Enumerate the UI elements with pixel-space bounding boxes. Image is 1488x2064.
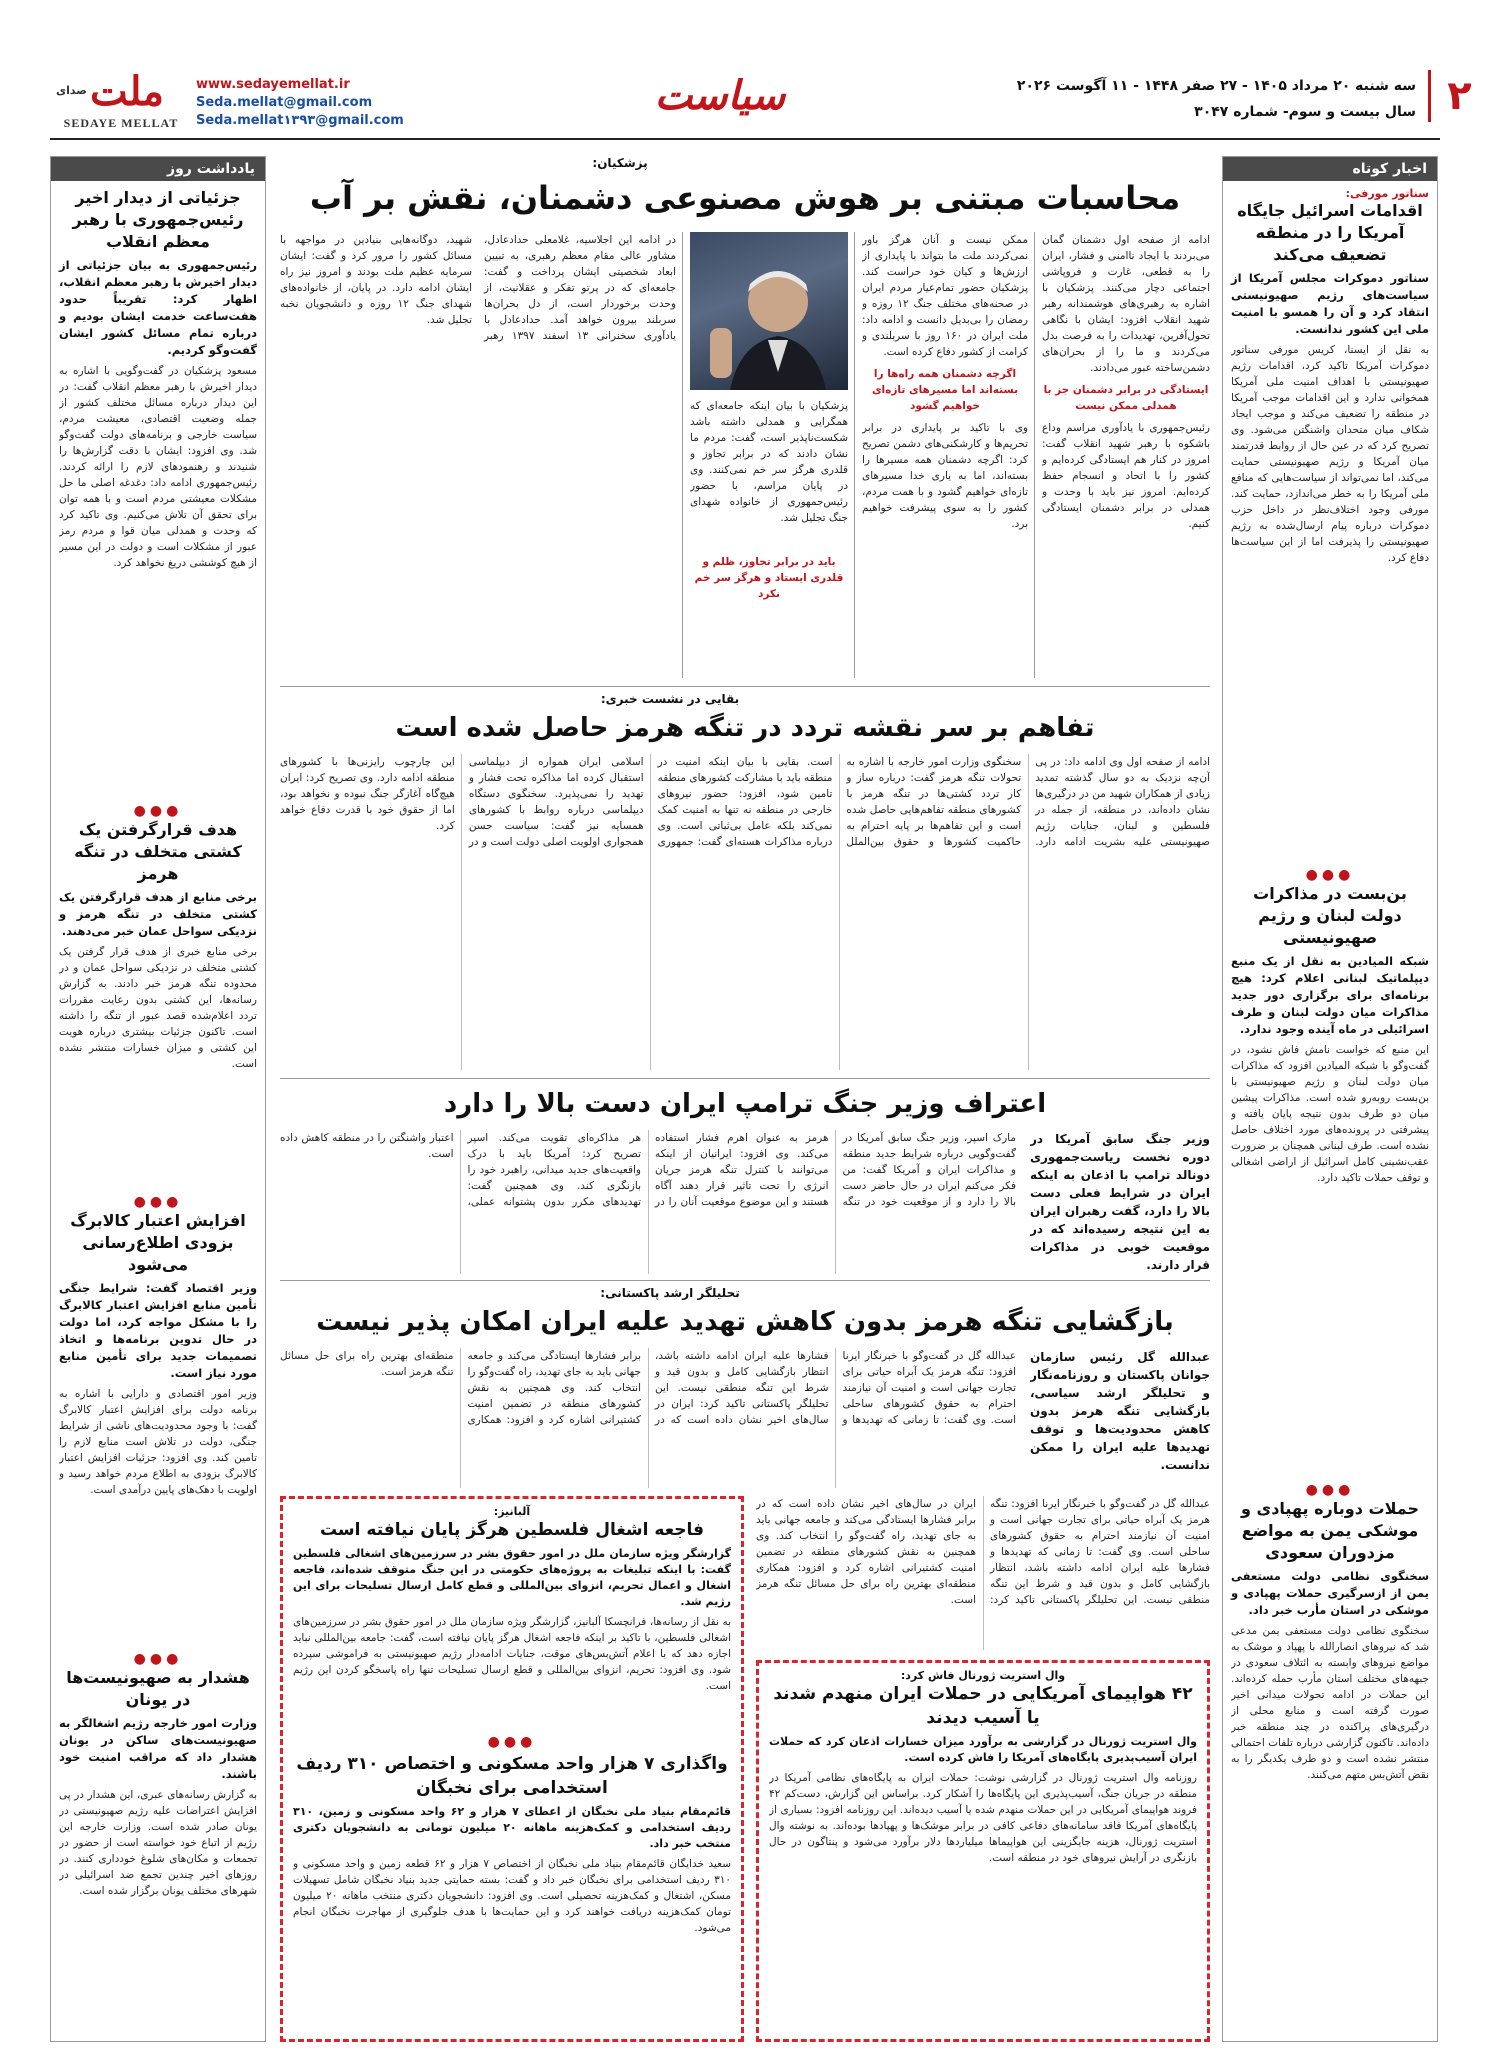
email-link-1[interactable]: Seda.mellat@gmail.com (196, 95, 373, 110)
article3-lead: وزیر جنگ سابق آمریکا در دوره نخست ریاست‌جمهوری دونالد ترامپ با اذعان به اینکه ایران در شرایط فعلی دست بالا را دارد، گفت رهبران ایران به این نتیجه رسیده‌اند که در موقعیت خوبی در مذاکرات قرار دارند. (1030, 1132, 1210, 1272)
separator-dots: ●●● (487, 1734, 537, 1750)
box-wsj-title: ۴۲ هواپیمای آمریکایی در حملات ایران منهدم شدند یا آسیب دیدند (773, 1684, 1193, 1728)
main-body-1: ادامه از صفحه اول دشمنان گمان می‌بردند با ایجاد ناامنی و فشار، ایران را به قطعی، غارت و فروپاشی اجتماعی دچار می‌کنند. پزشکیان با اشاره به رهبری‌های هوشمندانه رهبر شهید انقلاب افزود: ایشان با نگاهی تحول‌آفرین، تهدیدات را به فرصت بدل می‌کردند و ما را از بحران‌های دشمن‌ساخته عبور می‌دادند. (1042, 234, 1210, 374)
article2-title: تفاهم بر سر نقشه تردد در تنگه هرمز حاصل شده است (395, 713, 1095, 743)
column-divider (854, 232, 855, 678)
main-highlight-1: ایستادگی در برابر دشمنان جز با همدلی ممکن نیست (1043, 384, 1209, 412)
rc-news3-title: حملات دوباره پهپادی و موشکی یمن به مواضع مزدوران سعودی (1241, 1499, 1419, 1562)
main-article-title: محاسبات مبتنی بر هوش مصنوعی دشمنان، نقش بر آب (309, 179, 1181, 217)
rc-news1-kicker: سناتور مورفی: (1345, 187, 1429, 200)
main-body-4: وی با تاکید بر پایداری در برابر تحریم‌ها و کارشکنی‌های دشمن تصریح کرد: اگرچه دشمنان همه مسیرها را بسته‌اند، اما به یاری خدا مسیرهای تازه‌ای خواهیم گشود و با همت مردم، کشور را به سوی پیشرفت خواهیم برد. (862, 422, 1028, 530)
lc-news3-lead: وزارت امور خارجه رژیم اشغالگر به صهیونیست‌های ساکن در یونان هشدار داد که مراقب امنیت خود باشند. (59, 1716, 257, 1781)
main-article-kicker: پزشکیان: (592, 156, 648, 170)
rc-news2-body: این منبع که خواست نامش فاش نشود، در گفت‌وگو با شبکه المیادین افزود که مذاکرات میان دولت لبنان و رژیم صهیونیستی با بن‌بست روبه‌رو شده است. مذاکرات پیشین میان دو طرف بدون نتیجه پایان یافته و پیشرفتی در پرونده‌های مورد اختلاف حاصل نشده است. طرف لبنانی همچنان بر ضرورت عقب‌نشینی کامل اسرائیل از اراضی اشغالی و توقف حملات تاکید دارد. (1231, 1044, 1429, 1184)
box-albanese (280, 1496, 744, 2042)
article4-body-cont: عبدالله گل در گفت‌وگو با خبرنگار ایرنا افزود: تنگه هرمز یک آبراه حیاتی برای تجارت جهانی است و امنیت آن نیازمند احترام به حقوق کشورهای ساحلی است. وی گفت: تا زمانی که تهدیدها و فشارها علیه ایران ادامه داشته باشد، انتظار بازگشایی کامل و بدون قید و شرط این تنگه منطقی نیست. این تحلیلگر پاکستانی تاکید کرد: ایران در سال‌های اخیر نشان داده است که در برابر فشارها ایستادگی می‌کند و جامعه جهانی باید به جای تهدید، راه گفت‌وگو را انتخاب کند. وی همچنین به نقش کشورهای منطقه در تضمین امنیت کشتیرانی اشاره کرد و افزود: همکاری منطقه‌ای بهترین راه برای حل مسائل تنگه هرمز است. (756, 1498, 1210, 1606)
main-highlight-2: اگرچه دشمنان همه راه‌ها را بسته‌اند اما مسیرهای تازه‌ای خواهیم گشود (871, 368, 1019, 412)
president-photo (690, 232, 848, 390)
lc-news1-title: هدف قرارگرفتن یک کشتی متخلف در تنگه هرمز (74, 820, 242, 883)
separator-dots: ●●● (1305, 1482, 1355, 1498)
section-rule (280, 686, 1210, 687)
main-highlight-3: باید در برابر تجاوز، ظلم و قلدری ایستاد و هرگز سر خم نکرد (694, 556, 844, 600)
date-line: سه شنبه ۲۰ مرداد ۱۴۰۵ - ۲۷ صفر ۱۴۴۸ - ۱۱ آگوست ۲۰۲۶ (1016, 78, 1416, 94)
separator-dots: ●●● (133, 1194, 183, 1210)
article3-body: مارک اسپر، وزیر جنگ سابق آمریکا در گفت‌وگویی درباره شرایط جدید منطقه و مذاکرات ایران و آمریکا گفت: من فکر می‌کنم ایران در حال حاضر دست بالا را دارد و از موقعیت خود در تنگه هرمز به عنوان اهرم فشار استفاده می‌کند. وی افزود: ایرانیان از اینکه می‌توانند با کنترل تنگه هرمز جریان انرژی را تحت تاثیر قرار دهند آگاه هستند و این موضوع موقعیت آنان را در هر مذاکره‌ای تقویت می‌کند. اسپر تصریح کرد: آمریکا باید با درک واقعیت‌های جدید میدانی، راهبرد خود را بازنگری کند. وی همچنین گفت: تهدیدهای مکرر بدون پشتوانه عملی، اعتبار واشنگتن را در منطقه کاهش داده است. (280, 1132, 1016, 1208)
box-albanese-lead: گزارشگر ویژه سازمان ملل در امور حقوق بشر در سرزمین‌های اشغالی فلسطین گفت: با اینکه تبلیغات به پروژه‌های حکومتی در این جنگ متوقف شده‌اند، فاجعه اشغال و اعمال تحریم، انزوای بین‌المللی و قطع کامل ارسال تسلیحات برای این رژیم شد. (293, 1547, 731, 1608)
article4-body: عبدالله گل در گفت‌وگو با خبرنگار ایرنا افزود: تنگه هرمز یک آبراه حیاتی برای تجارت جهانی است و امنیت آن نیازمند احترام به حقوق کشورهای ساحلی است. وی گفت: تا زمانی که تهدیدها و فشارها علیه ایران ادامه داشته باشد، انتظار بازگشایی کامل و بدون قید و شرط این تنگه منطقی نیست. این تحلیلگر پاکستانی تاکید کرد: ایران در سال‌های اخیر نشان داده است که در برابر فشارها ایستادگی می‌کند و جامعه جهانی باید به جای تهدید، راه گفت‌وگو را انتخاب کند. وی همچنین به نقش کشورهای منطقه در تضمین امنیت کشتیرانی اشاره کرد و افزود: همکاری منطقه‌ای بهترین راه برای حل مسائل تنگه هرمز است. (280, 1350, 1016, 1426)
main-body-col-1 (1042, 232, 1210, 678)
logo-latin-text: SEDAYE MELLAT (63, 116, 179, 130)
box-elites-title: واگذاری ۷ هزار واحد مسکونی و اختصاص ۳۱۰ ردیف استخدامی برای نخبگان (296, 1754, 728, 1798)
lc-news1-lead: برخی منابع از هدف قرارگرفتن یک کشتی متخلف در تنگه هرمز و نزدیکی سواحل عمان خبر می‌دهند. (59, 890, 257, 938)
main-body-3: ممکن نیست و آنان هرگز باور نمی‌کردند ملت ما بتواند با پایداری از ارزش‌ها و کیان خود حراست کند. پزشکیان حضور تمام‌عیار مردم ایران در صحنه‌های مختلف جنگ ۱۲ روزه و رمضان را بی‌بدیل دانست و ادامه داد: ملت ایران در ۱۶۰ روز با سربلندی و کرامت از کشور دفاع کرده است. (862, 234, 1028, 358)
page-number-tab (1428, 70, 1488, 122)
lc-note-lead: رئیس‌جمهوری به بیان جزئیاتی از دیدار اخیرش با رهبر معظم انقلاب، اظهار کرد: تقریباً حدود هفت‌ساعت خدمت ایشان بودیم و درباره تمام مسائل کشور ایشان گفت‌وگو کردیم. (59, 258, 257, 357)
logo-main-text: ملت (90, 68, 164, 115)
box-wsj-kicker: وال استریت ژورنال فاش کرد: (900, 1669, 1066, 1682)
lc-news2-lead: وزیر اقتصاد گفت: شرایط جنگی تأمین منابع افزایش اعتبار کالابرگ را با مشکل مواجه کرد، اما دولت در حال تدوین برنامه‌ها و اتخاذ تصمیمات جدید برای تأمین منابع مورد نیاز است. (59, 1281, 257, 1380)
main-body-col-3 (690, 398, 848, 678)
column-divider (682, 232, 683, 678)
lc-news2-body: وزیر امور اقتصادی و دارایی با اشاره به برنامه دولت برای افزایش اعتبار کالابرگ گفت: با وجود محدودیت‌های ناشی از شرایط جنگی، دولت در تلاش است منابع لازم را تامین کند. وی افزود: جزئیات افزایش اعتبار کالابرگ بزودی به اطلاع مردم خواهد رسید و اولویت با دهک‌های پایین درآمدی است. (59, 1388, 257, 1496)
section-title: سیاست (654, 72, 786, 119)
main-body-5: پزشکیان با بیان اینکه جامعه‌ای که همگرایی و همدلی داشته باشد شکست‌ناپذیر است، گفت: مردم ما نشان دادند که در برابر تجاوز و قلدری هرگز سر خم نمی‌کنند. وی در پایان مراسم، با حضور رئیس‌جمهوری از خانواده شهدای جنگ تجلیل شد. (690, 400, 848, 524)
box-albanese-title: فاجعه اشغال فلسطین هرگز پایان نیافته است (319, 1520, 705, 1540)
main-body-col-4: در ادامه این اجلاسیه، غلامعلی حدادعادل، مشاور عالی مقام معظم رهبری، به تبیین ابعاد شخصیتی ایشان پرداخت و گفت: جامعه‌ای که در پرتو تفکر و عقلانیت، از وحدت برخوردار است، از دل بحران‌ها سربلند بیرون خواهد آمد. حدادعادل با یادآوری سخنرانی ۱۳ اسفند ۱۳۹۷ رهبر شهید، دوگانه‌هایی بنیادین در مواجهه با مسائل کشور را مرور کرد و گفت: ایشان سرمایه عظیم ملت بودند و امروز نیز راه ایشان ادامه دارد. در پایان، از خانواده‌های شهدای جنگ ۱۲ روزه و دانشجویان نخبه تجلیل شد. (280, 234, 676, 342)
box-wsj (756, 1660, 1210, 2042)
article4-lead: عبدالله گل رئیس سازمان جوانان پاکستان و روزنامه‌نگار و تحلیلگر ارشد سیاسی، بازگشایی تنگه هرمز بدون کاهش محدودیت‌ها و توقف تهدیدها علیه ایران را ممکن ندانست. (1030, 1350, 1210, 1472)
website-link[interactable]: www.sedayemellat.ir (196, 77, 350, 92)
article4-kicker: تحلیلگر ارشد پاکستانی: (600, 1286, 740, 1300)
page-number: ۲ (1447, 73, 1472, 119)
main-body-2: رئیس‌جمهوری با یادآوری مراسم وداع باشکوه با رهبر شهید انقلاب گفت: امروز در کنار هم ایستادگی کرده‌ایم و کشور را با اتحاد و انسجام حفظ کرده‌ایم. امروز نیز باید با وحدت و همدلی در برابر دشمنان ایستادگی کنیم. (1042, 422, 1210, 530)
rc-news2-lead: شبکه المیادین به نقل از یک منبع دیپلماتیک لبنانی اعلام کرد: هیچ برنامه‌ای برای برگزاری دور جدید مذاکرات میان دولت لبنان و طرف اسرائیلی در ماه آینده وجود ندارد. (1231, 954, 1429, 1036)
logo-small-text: صدای (56, 84, 87, 97)
right-column (1222, 156, 1438, 2042)
article2-kicker: بقایی در نشست خبری: (600, 692, 740, 706)
rc-news1-title: اقدامات اسرائیل جایگاه آمریکا را در منطقه تضعیف می‌کند (1237, 201, 1423, 264)
box-albanese-kicker: آلبانیز: (493, 1505, 531, 1518)
rc-news1-lead: سناتور دموکرات مجلس آمریکا از سیاست‌های رژیم صهیونیستی انتقاد کرد و آن را همسو با امنیت ملی این کشور ندانست. (1231, 271, 1429, 336)
rc-news2-title: بن‌بست در مذاکرات دولت لبنان و رژیم صهیونیستی (1253, 884, 1407, 947)
contact-block (196, 76, 436, 130)
rc-news3-lead: سخنگوی نظامی دولت مستعفی یمن از ازسرگیری حملات پهپادی و موشکی در استان مأرب خبر داد. (1231, 1569, 1429, 1617)
issue-line: سال بیست و سوم- شماره ۳۰۴۷ (1194, 104, 1416, 120)
short-news-heading: اخبار کوتاه (1223, 157, 1437, 181)
box-albanese-body: به نقل از رسانه‌ها، فرانچسکا آلبانیز، گزارشگر ویژه سازمان ملل در امور حقوق بشر در سرزمین‌های اشغالی فلسطین، با تاکید بر اینکه فاجعه اشغال هرگز پایان نیافته است، گفت: جامعه بین‌المللی نباید اجازه دهد که با اعلام آتش‌بس‌های موقت، جنایات ادامه‌دار رژیم صهیونیستی به فراموشی سپرده شود. وی افزود: تحریم، انزوای بین‌المللی و قطع ارسال تسلیحات تنها راه پاسخگو کردن این رژیم است. (293, 1616, 731, 1692)
lc-news2-title: افزایش اعتبار کالابرگ بزودی اطلاع‌رسانی می‌شود (70, 1211, 246, 1274)
rc-news3-body: سخنگوی نظامی دولت مستعفی یمن مدعی شد که نیروهای انصارالله با پهپاد و موشک به مواضع نیروهای وابسته به ائتلاف سعودی در جبهه‌های مختلف استان مأرب حمله کرده‌اند. این حملات در ادامه تحولات میدانی اخیر صورت گرفته است و منابع محلی از درگیری‌های پراکنده در چند منطقه خبر داده‌اند. تاکنون گزارشی درباره تلفات احتمالی منتشر نشده است و دو طرف یکدیگر را به نقض آتش‌بس متهم می‌کنند. (1231, 1625, 1429, 1781)
lc-note-title: جزئیاتی از دیدار اخیر رئیس‌جمهوری با رهبر معظم انقلاب (72, 188, 244, 251)
box-elites-lead: قائم‌مقام بنیاد ملی نخبگان از اعطای ۷ هزار و ۶۲ واحد مسکونی و زمین، ۳۱۰ ردیف استخدامی و کمک‌هزینه ماهانه ۲۰ میلیون تومانی به دانشجویان دکتری منتخب خبر داد. (293, 1805, 731, 1850)
article3-title: اعتراف وزیر جنگ ترامپ ایران دست بالا را دارد (443, 1089, 1047, 1119)
daily-note-heading: یادداشت روز (51, 157, 265, 181)
separator-dots: ●●● (133, 1651, 183, 1667)
main-body-5-lead (690, 398, 848, 548)
lc-note-body: مسعود پزشکیان در گفت‌وگویی با اشاره به دیدار اخیرش با رهبر معظم انقلاب گفت: در این دیدار درباره مسائل مختلف کشور از جمله وضعیت اقتصادی، معیشت مردم، سیاست خارجی و برنامه‌های دولت گفت‌وگو شد. وی افزود: ایشان با دقت گزارش‌ها را شنیدند و رهنمودهای لازم را ارائه کردند. رئیس‌جمهوری ادامه داد: دغدغه اصلی ما حل مشکلات معیشتی مردم است و با همه توان برای تحقق آن تلاش می‌کنیم. وی تاکید کرد که وحدت و همدلی میان قوا و مردم رمز عبور از مشکلات است و دولت در این مسیر از هیچ کوششی دریغ نخواهد کرد. (59, 365, 257, 569)
lc-news3-title: هشدار به صهیونیست‌ها در یونان (66, 1668, 250, 1709)
separator-dots: ●●● (1305, 867, 1355, 883)
portrait-illustration (690, 232, 848, 390)
left-column (50, 156, 266, 2042)
article4-title: بازگشایی تنگه هرمز بدون کاهش تهدید علیه ایران امکان پذیر نیست (316, 1307, 1174, 1337)
column-divider (1034, 232, 1035, 678)
section-rule (280, 1280, 1210, 1281)
separator-dots: ●●● (133, 803, 183, 819)
box-elites-body: سعید خدایگان قائم‌مقام بنیاد ملی نخبگان از اختصاص ۷ هزار و ۶۲ قطعه زمین و واحد مسکونی و ۳۱۰ ردیف استخدامی برای نخبگان خبر داد و گفت: بسته حمایتی جدید بنیاد نخبگان شامل تسهیلات مسکن، اشتغال و کمک‌هزینه تحصیلی است. وی افزود: دانشجویان دکتری منتخب ماهانه ۲۰ میلیون تومان کمک‌هزینه دریافت خواهند کرد و این حمایت‌ها با هدف جلوگیری از مهاجرت نخبگان انجام می‌شود. (293, 1858, 731, 1934)
main-body-col-2 (862, 232, 1028, 678)
header-rule (50, 138, 1440, 140)
box-wsj-lead: وال استریت ژورنال در گزارشی به برآورد میزان خسارات اذعان کرد که حملات ایران آسیب‌پذیری پایگاه‌های آمریکا را فاش کرده است. (769, 1735, 1197, 1764)
newspaper-logo (52, 68, 190, 134)
box-wsj-body: روزنامه وال استریت ژورنال در گزارشی نوشت: حملات ایران به پایگاه‌های نظامی آمریکا در منطقه در جریان جنگ، آسیب‌پذیری این پایگاه‌ها را آشکار کرد. براساس این گزارش، دست‌کم ۴۲ فروند هواپیمای آمریکایی در این حملات منهدم شده یا آسیب دیده‌اند. این روزنامه افزود: بسیاری از پایگاه‌های آمریکا فاقد سامانه‌های دفاعی کافی در برابر موشک‌ها و پهپادها بوده‌اند. به نوشته وال استریت ژورنال، هزینه جایگزینی این هواپیماها میلیاردها دلار برآورد می‌شود و پنتاگون در حال بازنگری در آرایش نیروهای خود در منطقه است. (769, 1772, 1197, 1864)
lc-news1-body: برخی منابع خبری از هدف قرار گرفتن یک کشتی متخلف در نزدیکی سواحل عمان و در محدوده تنگه هرمز خبر دادند. به گزارش رسانه‌ها، این کشتی بدون رعایت مقررات تردد اعلام‌شده قصد عبور از تنگه را داشته است. تاکنون جزئیات بیشتری درباره هویت این کشتی و میزان خسارات منتشر نشده است. (59, 946, 257, 1070)
email-link-2[interactable]: Seda.mellat۱۳۹۳@gmail.com (196, 113, 404, 128)
article2-body: ادامه از صفحه اول وی ادامه داد: در پی آن‌چه نزدیک به دو سال گذشته تمدید زیادی از همکاران شهید من در درگیری‌ها نشان داده‌اند، در منطقه، از جمله در فلسطین و لبنان، جنایات رژیم صهیونیستی علیه بشریت ادامه دارد. سخنگوی وزارت امور خارجه با اشاره به تحولات تنگه هرمز گفت: درباره ساز و کار تردد کشتی‌ها در تنگه هرمز با کشورهای منطقه تفاهم‌هایی حاصل شده است و این تفاهم‌ها بر پایه احترام به حاکمیت کشورها و حقوق بین‌الملل است. بقایی با بیان اینکه امنیت در منطقه باید با مشارکت کشورهای منطقه تامین شود، افزود: حضور نیروهای خارجی در منطقه نه تنها به امنیت کمک نمی‌کند بلکه عامل بی‌ثباتی است. وی درباره مذاکرات هسته‌ای گفت: جمهوری اسلامی ایران همواره از دیپلماسی استقبال کرده اما مذاکره تحت فشار و تهدید را نمی‌پذیرد. سخنگوی دستگاه دیپلماسی درباره روابط با کشورهای همسایه نیز گفت: سیاست حسن همجواری اولویت اصلی دولت است و در این چارچوب رایزنی‌ها با کشورهای منطقه ادامه دارد. وی تصریح کرد: ایران هیچ‌گاه آغازگر جنگ نبوده و نخواهد بود، اما از حقوق خود با قدرت دفاع خواهد کرد. (280, 756, 1210, 848)
section-rule (280, 1078, 1210, 1079)
lc-news3-body: به گزارش رسانه‌های عبری، این هشدار در پی افزایش اعتراضات علیه رژیم صهیونیستی در یونان صادر شده است. وزارت خارجه این رژیم از اتباع خود خواسته است از حضور در تجمعات و مکان‌های شلوغ خودداری کنند. در روزهای اخیر چندین تجمع ضد اسرائیلی در شهرهای مختلف یونان برگزار شده است. (59, 1789, 257, 1897)
rc-news1-body: به نقل از ایسنا، کریس مورفی سناتور دموکرات آمریکا تاکید کرد، اقدامات رژیم صهیونیستی با اهداف امنیت ملی آمریکا همخوانی ندارد و این اقدامات موجب آمریکا در منطقه را تضعیف می‌کند و موجب ایجاد شکاف میان متحدان واشنگتن می‌شود. وی تصریح کرد که در عین حال از روابط قدرتمند میان آمریکا و رژیم صهیونیستی حمایت می‌کند، اما نمی‌تواند از سیاست‌هایی که منافع ملی آمریکا را به خطر می‌اندازد، حمایت کند. مورفی وجود اختلاف‌نظر در داخل حزب دموکرات درباره پیام ارسال‌شده به رژیم صهیونیستی را پذیرفت اما از این سیاست‌ها دفاع کرد. (1231, 344, 1429, 564)
